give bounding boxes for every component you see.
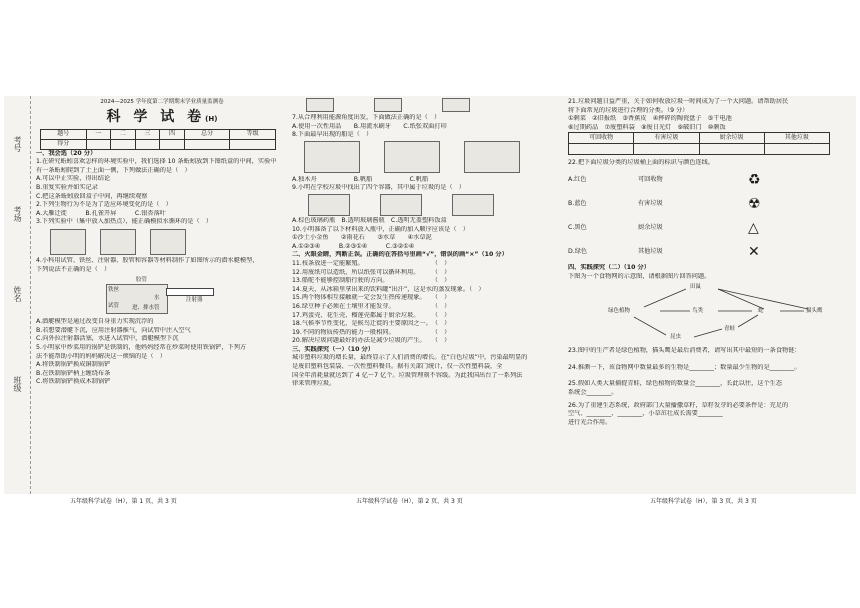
score-cell[interactable] <box>184 139 230 149</box>
question-line: 21.垃圾问题日益严重，关于如何收放垃圾一时间成为了一个大问题。请帮助居民 <box>568 98 789 105</box>
submarine-figure: 胶管 注射器 铁丝 试管 水 进、排水管 <box>36 276 288 316</box>
question-line: 8.下面最早出现的船是（ ） <box>292 131 373 139</box>
question-line: 2.下列生物行为不是为了适应环境变化的是（ ） <box>36 201 172 209</box>
node-bird: 鸟类 <box>692 308 704 315</box>
answer-cell[interactable] <box>569 144 634 155</box>
section-2-heading: 二、火眼金睛，判断正误。正确的在答括号里画“√”，错误的画“×”（10 分） <box>292 251 508 259</box>
score-cell[interactable] <box>135 139 160 149</box>
judge-line: 11.枝条放进一定能繁殖。 （ ） <box>292 259 451 267</box>
section-4-intro: 下图为一个食物网的示意图，请根据图片回答问题。 <box>568 272 711 280</box>
section-1-heading: 一、我会选（20 分） <box>36 149 97 157</box>
lunchbox-figure <box>452 194 494 216</box>
question-line: 10.小明准备了以下材料放入瓶中，正确的加入顺序应该是（ ） <box>292 225 469 233</box>
boat-figures <box>304 141 562 175</box>
option-line: A.独木舟 B.帆船 C.帆船 <box>292 175 429 183</box>
answer-cell[interactable] <box>634 144 699 155</box>
section-3-heading: 三、实践探究（一）（10 分） <box>292 345 374 353</box>
question-line: 系统会________。 <box>568 388 618 396</box>
answer-cell[interactable] <box>764 144 829 155</box>
question-line: 25.假如人类大量捕捉青蛙，绿色植物的数量会________，长此以往，这个生态 <box>568 380 783 388</box>
score-cell[interactable] <box>111 139 136 149</box>
page-1-footer: 五年级科学试卷（H），第 1 页，共 3 页 <box>70 498 177 505</box>
option-line: A.①②③④ B.②③①④ C.③②①④ <box>292 242 415 250</box>
option-line: ①沙土小金鱼 ②雨花石 ③水草 ④水草泥 <box>292 234 432 242</box>
option-line: C.向外拉注射器活塞，水进入试管中，潜艇模型下沉 <box>36 335 179 343</box>
passage-line: 律来管理垃圾。 <box>292 380 336 388</box>
legend-row: B.蓝色 有害垃圾 ☢ <box>568 195 761 212</box>
question-line: 4.小科用试管、铁丝、注射器、胶管和容器等材料制作了如图所示的潜水艇模型， <box>36 256 259 264</box>
recycle-icon: ♻ <box>748 171 761 188</box>
score-table: 题号 一 二 三 四 总分 等级 得分 <box>40 129 276 150</box>
question-line: 23.图中的生产者是绿色植物，猫头鹰是最后消费者，请写出其中最短的一条食物链： <box>568 347 801 355</box>
option-line: A.棕色玻璃药瓶 B.透明玻璃酱瓶 C.透明无盖塑料饭盒 <box>292 216 447 224</box>
legend-row: D.绿色 其他垃圾 ✕ <box>568 243 760 260</box>
page-3-column <box>568 98 852 427</box>
option-line: B.在铁制锅铲柄上缠绕布条 <box>36 369 111 377</box>
sort-table: 可回收物 有害垃圾 厨余垃圾 其他垃圾 <box>568 132 830 155</box>
pipe-c-figure <box>442 98 470 112</box>
judge-line: 17.鸡蛋壳、花生壳、榴莲壳都属于厨余垃圾。 （ ） <box>292 311 451 319</box>
question-line: 5.小明家中炒菜用的锅铲是铁制的，他妈妈经常在炒菜时使用铁锅铲，下列方 <box>36 343 247 351</box>
question-line: 空气、________、________，小草茁壮成长需要________ <box>568 410 723 418</box>
node-plant: 绿色植物 <box>608 308 631 315</box>
page-title: 科 学 试 卷(H) <box>106 108 218 125</box>
food-web-diagram <box>568 281 852 347</box>
question-line: 1.在研究蚯蚓喜欢怎样的环境实验中，我们选择 10 条蚯蚓放到下图纸盒的中间，实验中 <box>36 158 277 166</box>
passage-line: 城市塑料垃圾的增长量，最终显示了人们消费的增长。在“白色垃圾”中，污染最明显的 <box>292 354 528 362</box>
question-line: 24.推测一下，该食物网中数量最多的生物是________；数量最少生物的是________。 <box>568 363 801 371</box>
node-vole: 田鼠 <box>690 284 702 291</box>
beaker-c-figure <box>150 229 186 255</box>
page-1-column <box>36 98 288 387</box>
item-list: ⑥过期药品 ⑦废塑料袋 ⑧废日光灯 ⑨破旧门 ⑩剩饭 <box>568 123 726 131</box>
binding-margin <box>4 96 31 494</box>
judge-line: 14.夏天，从冰箱里拿出来的饮料罐“出汗”，这是水的蒸发现象。（ ） <box>292 285 485 293</box>
question-line: 3.下列实验中（集中放入加热点），能正确模拟水循环的是（ ） <box>36 218 213 226</box>
beaker-figures <box>50 229 288 255</box>
option-line: A.大雁迁徙 B.孔雀开屏 C.银杏落叶 <box>36 209 166 217</box>
margin-label-class: 班级 <box>13 376 22 392</box>
margin-label-name: 姓名 <box>13 286 22 302</box>
sailboat-figure <box>464 141 520 173</box>
steamship-figure <box>384 141 440 173</box>
bin-legend <box>568 168 852 264</box>
judge-line: 19.不同的物质传热的能力一般相同。 （ ） <box>292 328 451 336</box>
legend-row: A.红色 可回收物 ♻ <box>568 171 761 188</box>
question-line: 9.小明在学校垃圾中找出了四个容器，其中属于垃圾的是（ ） <box>292 184 465 192</box>
question-line: 将下面常见的垃圾进行合理的分类。（9 分） <box>568 106 689 114</box>
score-cell[interactable] <box>230 139 276 149</box>
judge-line: 13.船舵不能够控制船行驶的方向。 （ ） <box>292 277 451 285</box>
node-insect: 昆虫 <box>670 334 682 341</box>
question-line: 进行光合作用。 <box>568 418 612 426</box>
margin-label-exam-no: 考号 <box>13 136 22 152</box>
item-list: ①剩菜 ②旧报纸 ③香蕉皮 ④摔碎的陶瓷盘子 ⑤干电池 <box>568 115 732 123</box>
margin-label-room: 考场 <box>13 206 22 222</box>
question-line: 下列说法不正确的是（ ） <box>36 265 111 273</box>
question-line: 7.从合理利用能源角度出发，下面做法正确的是（ ） <box>292 114 441 121</box>
cross-icon: ✕ <box>748 243 760 260</box>
legend-row: C.黑色 厨余垃圾 △ <box>568 219 759 236</box>
option-line: C.把这条蚯蚓放回盒子中间，再继续观察 <box>36 192 148 200</box>
option-line: A.将铁制锅铲换成铜制锅铲 <box>36 361 111 369</box>
canoe-figure <box>304 141 360 173</box>
beaker-a-figure <box>50 229 86 255</box>
page-2-column <box>292 98 562 389</box>
question-line: 26.为了重建生态系统，政府部门大量播撒草籽，草籽发芽的必要条件是：充足的 <box>568 401 789 409</box>
score-cell[interactable] <box>86 139 111 149</box>
beaker-b-figure <box>100 229 136 255</box>
question-line: 22.把下面垃圾分类的垃圾桶上面的标识与颜色连线。 <box>568 159 714 167</box>
option-line: C.将铁制锅铲换成木制锅铲 <box>36 378 111 386</box>
judge-line: 15.两个物体相互接触就一定会发生热传递现象。 （ ） <box>292 294 451 302</box>
node-frog: 青蛙 <box>724 326 736 333</box>
judge-line: 20.解决垃圾问题最好的办法是减少垃圾的产生。 （ ） <box>292 337 451 345</box>
pipe-a-figure <box>306 98 334 112</box>
option-line: B.重复实验并如实记录 <box>36 183 98 191</box>
option-line: A.使用一次性用品 B.用流水刷牙 C.纸张双面打印 <box>292 122 447 130</box>
option-line: A.潜艇模型是通过改变自身重力实现沉浮的 <box>36 318 154 326</box>
node-owl: 猫头鹰 <box>806 308 823 315</box>
triangle-icon: △ <box>748 219 759 236</box>
pipe-figures <box>306 98 562 114</box>
pipe-b-figure <box>374 98 402 112</box>
jar-figure <box>380 194 422 216</box>
score-cell[interactable] <box>160 139 185 149</box>
judge-line: 16.绿豆种子必须在土壤里才能发芽。 （ ） <box>292 302 451 310</box>
page-2-footer: 五年级科学试卷（H），第 2 页，共 3 页 <box>356 498 463 505</box>
section-4-heading: 四、实践探究（二）（10 分） <box>568 263 650 271</box>
page-3-footer: 五年级科学试卷（H），第 3 页，共 3 页 <box>650 498 757 505</box>
node-snake: 蛇 <box>758 308 764 315</box>
answer-cell[interactable] <box>699 144 764 155</box>
question-line: 法不能帮助小明的妈妈解决这一烦恼的是（ ） <box>36 352 166 360</box>
judge-line: 18.气候季节性变化，是候鸟迁徙的主要原因之一。 （ ） <box>292 320 451 328</box>
option-line: A.可以中止实验，得出结论 <box>36 175 111 183</box>
passage-line: 国全年消耗量就达到了 4 亿～7 亿个。垃圾管理刻不容缓。为此我国出台了一系列法 <box>292 371 523 379</box>
exam-header: 2024—2025 学年度第二学期期末学业质量监测卷 <box>100 99 224 105</box>
option-line: B.若想要潜艇下沉，应用注射器推气，向试管中注入空气 <box>36 326 191 334</box>
hazard-icon: ☢ <box>748 195 761 212</box>
passage-line: 是废旧塑料包装袋、一次性塑料餐具。据有关部门统计，仅一次性塑料袋，全 <box>292 363 503 371</box>
container-figures <box>308 194 562 216</box>
question-line: 有一条蚯蚓爬到了土上面一侧，下列做法正确的是（ ） <box>36 166 191 174</box>
judge-line: 12.用废纸可以造纸，所以纸张可以循环利用。 （ ） <box>292 268 451 276</box>
medicine-bottle-figure <box>308 194 350 216</box>
